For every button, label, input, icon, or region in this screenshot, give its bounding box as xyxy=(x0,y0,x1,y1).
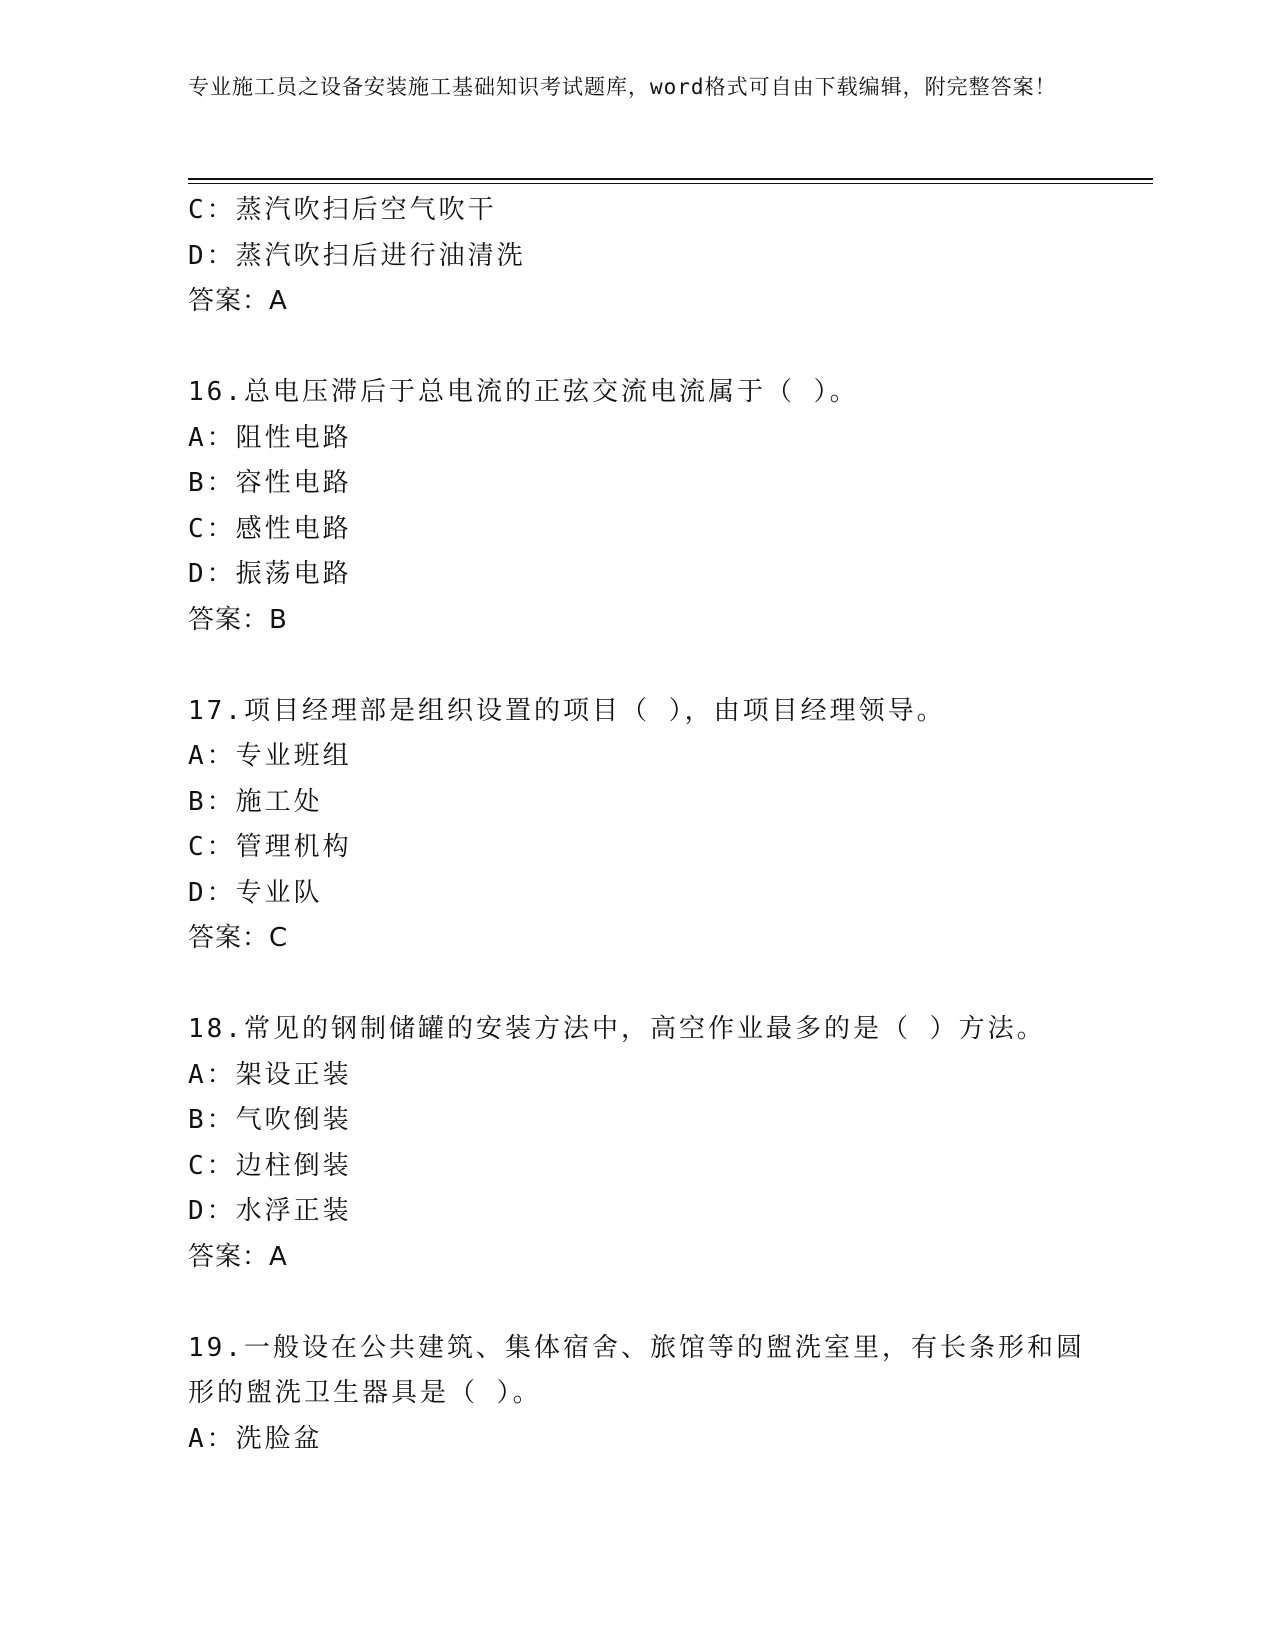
answer: 答案：C xyxy=(188,923,289,953)
spacer xyxy=(188,1280,1088,1326)
question-stem-line-2: 形的盥洗卫生器具是（ ）。 xyxy=(188,1378,542,1408)
option-d: D：蒸汽吹扫后进行油清洗 xyxy=(188,240,526,271)
option-d: D：专业队 xyxy=(188,877,323,908)
question-stem-line-1: 19.一般设在公共建筑、集体宿舍、旅馆等的盥洗室里，有长条形和圆 xyxy=(188,1332,1085,1363)
option-d: D：水浮正装 xyxy=(188,1196,352,1226)
option-c: C：感性电路 xyxy=(188,513,352,544)
header-rule-thin xyxy=(188,183,1153,184)
spacer xyxy=(188,325,1088,371)
option-b: B：施工处 xyxy=(188,786,323,817)
option-a: A：阻性电路 xyxy=(188,422,352,453)
option-c: C：蒸汽吹扫后空气吹干 xyxy=(188,195,497,225)
option-a: A：架设正装 xyxy=(188,1059,352,1090)
answer: 答案：B xyxy=(188,604,288,635)
option-c: C：边柱倒装 xyxy=(188,1150,352,1181)
spacer xyxy=(188,962,1088,1008)
question-stem: 16.总电压滞后于总电流的正弦交流电流属于（ ）。 xyxy=(188,377,859,407)
option-c: C：管理机构 xyxy=(188,832,352,862)
answer: 答案：A xyxy=(188,1241,288,1272)
question-list xyxy=(188,188,1088,1462)
answer: 答案：A xyxy=(188,286,288,316)
option-b: B：气吹倒装 xyxy=(188,1105,352,1135)
document-header: 专业施工员之设备安装施工基础知识考试题库，word格式可自由下载编辑，附完整答案！ xyxy=(188,75,1057,99)
option-a: A：专业班组 xyxy=(188,741,352,771)
question-stem: 17.项目经理部是组织设置的项目（ ），由项目经理领导。 xyxy=(188,695,946,726)
option-b: B：容性电路 xyxy=(188,468,352,498)
spacer xyxy=(188,643,1088,689)
option-d: D：振荡电路 xyxy=(188,559,352,589)
question-stem: 18.常见的钢制储罐的安装方法中，高空作业最多的是（ ）方法。 xyxy=(188,1014,1046,1044)
header-rule-thick xyxy=(188,178,1153,180)
option-a: A：洗脸盆 xyxy=(188,1423,323,1454)
